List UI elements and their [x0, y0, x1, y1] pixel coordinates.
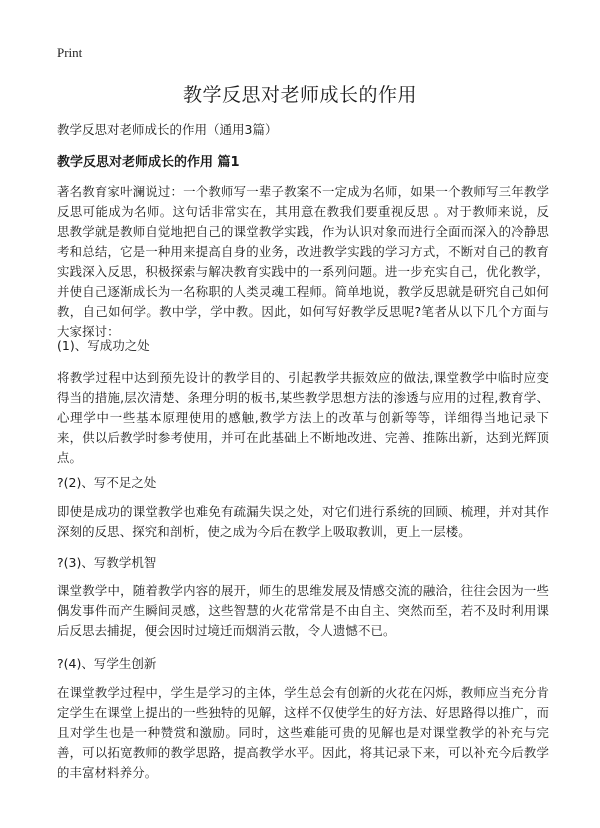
document-subtitle: 教学反思对老师成长的作用（通用3篇） [57, 122, 278, 137]
point-body-student-innovation: 在课堂教学过程中，学生是学习的主体，学生总会有创新的火花在闪烁，教师应当充分肯定学生在课堂上提出的一些独特的见解，这样不仅使学生的好方法、好思路得以推广，而且对学生也是一种赞赏和激励。同时，这些难能可贵的见解也是对课堂教学的补充与完善，可以拓宽教师的教学思路，提高教学水平。因此，将其记录下来，可以补充今后教学的丰富材料养分。 [57, 685, 549, 780]
point-body-teaching-wit: 课堂教学中，随着教学内容的展开，师生的思维发展及情感交流的融洽，往往会因为一些偶发事件而产生瞬间灵感，这些智慧的火花常常是不由自主、突然而至，若不及时利用课后反思去捕捉，便会因时过境迁而烟消云散，令人遗憾不已。 [57, 583, 549, 638]
print-link[interactable]: Print [57, 45, 83, 60]
point-heading-teaching-wit: ?(3)、写教学机智 [57, 555, 157, 570]
page-title: 教学反思对老师成长的作用 [182, 84, 417, 106]
point-heading-shortcomings: ?(2)、写不足之处 [57, 475, 157, 490]
point-heading-student-innovation: ?(4)、写学生创新 [57, 656, 157, 671]
intro-paragraph: 著名教育家叶澜说过：一个教师写一辈子教案不一定成为名师，如果一个教师写三年教学反思可能成为名师。这句话非常实在，其用意在教我们要重视反思 。对于教师来说，反思教学就是教师自觉地把自己的课堂教学实践，作为认识对象而进行全面而深入的冷静思考和总结，它是一种用来提高自身的业务，改进教学实践的学习方式，不断对自己的教育实践深入反思，积极探索与解决教育实践中的一系列问题。进一步充实自己，优化教学，并使自己逐渐成长为一名称职的人类灵魂工程师。简单地说，教学反思就是研究自己如何教，自己如何学。教中学，学中教。因此，如何写好教学反思呢?笔者从以下几个方面与大家探讨： [57, 184, 549, 339]
point-body-success: 将教学过程中达到预先设计的教学目的、引起教学共振效应的做法,课堂教学中临时应变得当的措施,层次清楚、条理分明的板书,某些教学思想方法的渗透与应用的过程,教育学、心理学中一些基本原理使用的感触,教学方法上的改革与创新等等，详细得当地记录下来，供以后教学时参考使用，并可在此基础上不断地改进、完善、推陈出新，达到光辉顶点。 [57, 370, 549, 465]
section-heading: 教学反思对老师成长的作用 篇1 [57, 155, 240, 170]
point-body-shortcomings: 即使是成功的课堂教学也难免有疏漏失误之处，对它们进行系统的回顾、梳理，并对其作深刻的反思、探究和剖析，使之成为今后在教学上吸取教训，更上一层楼。 [57, 504, 549, 539]
point-heading-success: (1)、写成功之处 [57, 338, 150, 353]
